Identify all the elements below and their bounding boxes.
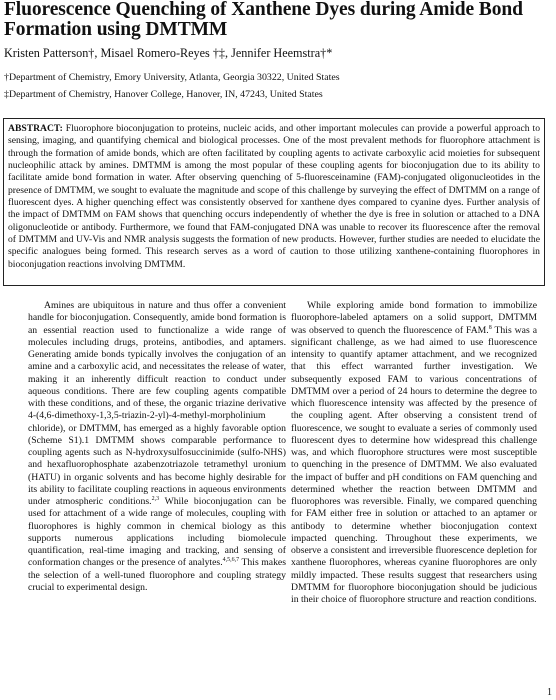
abstract-label: ABSTRACT: — [8, 123, 63, 134]
intro-text-a: Amines are ubiquitous in nature and thus offer a convenient handle for bioconjugation. Consequently, amide bond formation is an essential reaction used to functionalize a wide range of molecules including drugs, proteins, antibodies, and aptamers. Generating amide bonds typically involves the conjugation of an amine and a carboxylic acid, and necessitates the release of water, making it an inherently difficult reaction to conduct under aqueous conditions. There are few coupling agents compatible with these conditions, and of these, the organic triazine derivative 4-(4,6-dimethoxy-1,3,5-triazin-2-yl)-4-methyl-morpholinium chloride), or DMTMM, has emerged as a highly favorable option (Scheme S1).1 DMTMM shows comparable performance to coupling agents such as N-hydroxysulfosuccinimide (sulfo-NHS) and hexafluorophosphate azabenzotriazole tetramethyl uronium (HATU) in organic solvents and has become highly desirable for its ability to facilitate coupling reactions in aqueous environments under atmospheric conditions. — [28, 300, 286, 507]
intro-paragraph — [28, 300, 286, 594]
motivation-paragraph — [291, 300, 537, 606]
citation-ref: 4,5,6,7 — [222, 557, 240, 564]
affiliation-emory: †Department of Chemistry, Emory University, Atlanta, Georgia 30322, United States — [4, 72, 340, 83]
citation-ref: 2,3 — [151, 496, 160, 502]
abstract-text: Fluorophore bioconjugation to proteins, nucleic acids, and other important molecules can provide a powerful approach to sensing, imaging, and quantifying chemical and biological processes. One of the most prevalent methods for fluorophore attachment is through the formation of amide bonds, which are often facilitated by coupling agents to activate carboxylic acid moieties for subsequent nucleophilic attack by amines. DMTMM is among the most popular of these coupling agents for bioconjugation due to its ability to facilitate amide bond formation in water. After observing quenching of 5-fluoresceinamine (FAM)-conjugated oligonucleotides in the presence of DMTMM, we sought to evaluate the magnitude and scope of this challenge by surveying the effect of DMTMM on a range of fluorescent dyes. A higher quenching effect was consistently observed for xanthene dyes compared to cyanine dyes. Further analysis of the impact of DMTMM on FAM shows that quenching occurs independently of whether the dye is free in solution or attached to a DNA oligonucleotide or antibody. Furthermore, we found that FAM-conjugated DNA was unable to recover its fluorescence after the removal of DMTMM and UV-Vis and NMR analysis suggests the formation of new products. However, further studies are needed to elucidate the specific analogues being formed. This research serves as a word of caution to those utilizing xanthene-containing fluorophores in bioconjugation reactions involving DMTMM. — [8, 123, 541, 270]
affiliation-hanover: ‡Department of Chemistry, Hanover College, Hanover, IN, 47243, United States — [4, 89, 323, 100]
body-column-left — [28, 300, 286, 594]
intro-text-c: This makes the selection of a well-tuned fluorophore and coupling strategy crucial to experimental design. — [28, 557, 286, 593]
abstract-box — [3, 118, 545, 286]
page-number: 1 — [547, 687, 552, 698]
motivation-text-a: While exploring amide bond formation to immobilize fluorophore-labeled aptamers on a solid support, DMTMM was observed to quench the fluorescence of FAM. — [291, 300, 537, 336]
body-column-right — [291, 300, 537, 606]
intro-text-b: While bioconjugation can be used for attachment of a wide range of molecules, coupling with fluorophores is highly common in chemical biology as this supports numerous applications including biomolecule quantification, real-time imaging and tracking, and sensing of conformation changes or the presence of analytes. — [28, 496, 286, 569]
citation-ref: 8 — [488, 324, 492, 331]
paper-title: Fluorescence Quenching of Xanthene Dyes during Amide Bond Formation using DMTMM — [4, 0, 523, 40]
motivation-text-b: This was a significant challenge, as we had aimed to use fluorescence intensity to quantify aptamer attachment, and we recognized that this effect warranted further investigation. We subsequently exposed FAM to various concentrations of DMTMM over a period of 24 hours to determine the degree to which fluorescence intensity was affected by the presence of the coupling agent. After observing a consistent trend of fluorescence, we sought to evaluate a series of commonly used fluorescent dyes to determine how widespread this challenge was, and which fluorophore structures were most susceptible to quenching in the presence of DMTMM. We also evaluated the impact of buffer and pH conditions on FAM quenching and determined whether the reaction between DMTMM and fluorophores was reversible. Finally, we compared quenching for FAM either free in solution or attached to an aptamer or antibody to determine whether bioconjugation context impacted quenching. Throughout these experiments, we observe a consistent and irreversible fluorescence depletion for xanthene fluorophores, whereas cyanine fluorophores are only mildly impacted. These results suggest that researchers using DMTMM for fluorophore bioconjugation should be judicious in their choice of fluorophore structure and reaction conditions. — [291, 324, 537, 605]
author-list: Kristen Patterson†, Misael Romero-Reyes †‡, Jennifer Heemstra†* — [4, 46, 333, 60]
